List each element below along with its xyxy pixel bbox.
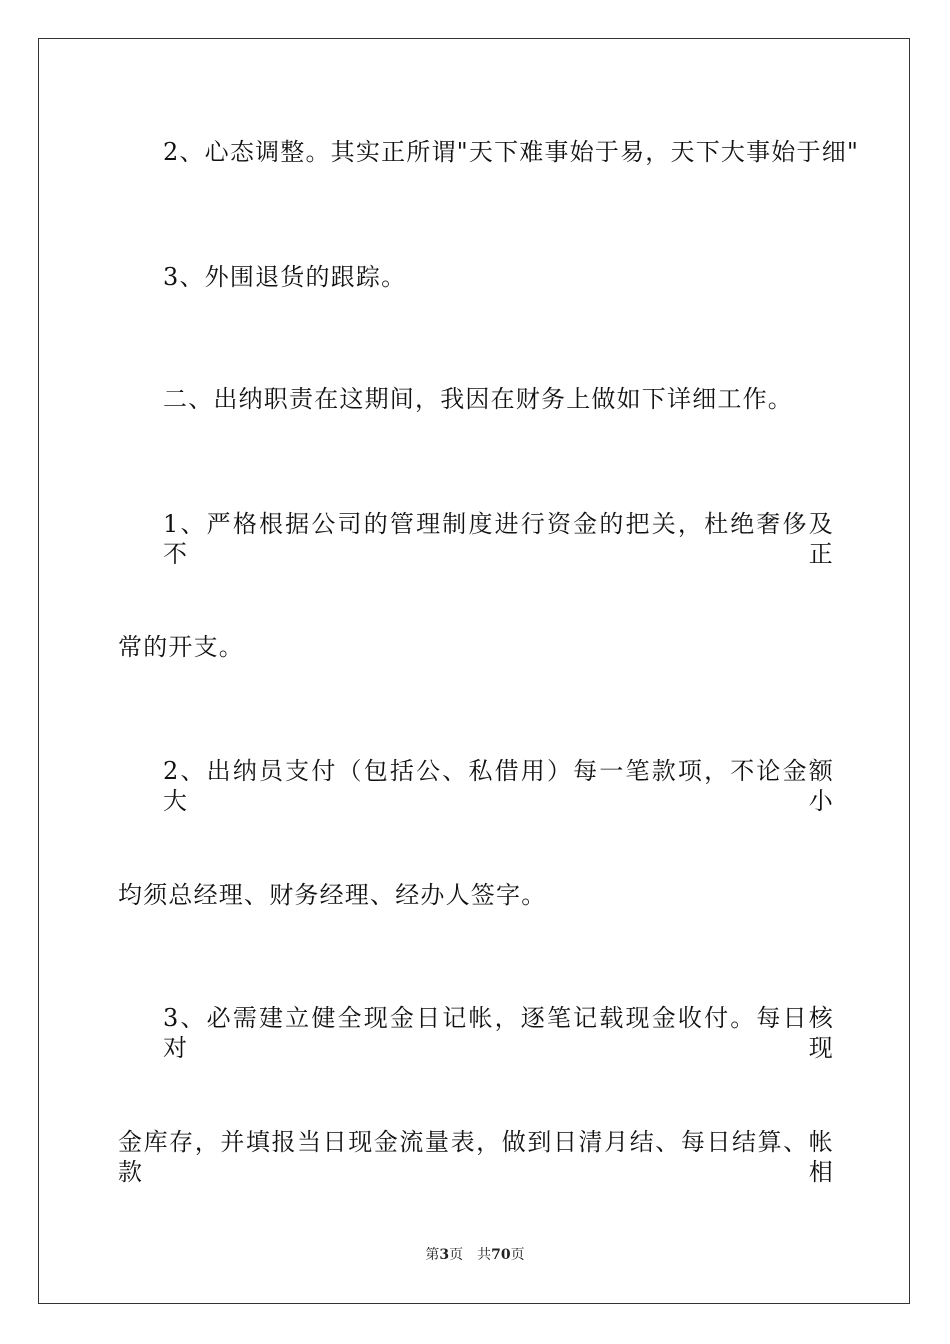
paragraph-line: 金库存，并填报当日现金流量表，做到日清月结、每日结算、帐款相 [118,1128,834,1186]
page-footer [0,1246,950,1264]
paragraph-line: 常的开支。 [118,633,244,661]
paragraph-line: 1、严格根据公司的管理制度进行资金的把关，杜绝奢侈及不正 [163,510,834,568]
paragraph-line: 2、出纳员支付（包括公、私借用）每一笔款项，不论金额大小 [163,757,834,815]
footer-total-number: 70 [491,1247,511,1263]
footer-page-number: 3 [439,1247,450,1263]
page-border [38,38,910,1304]
paragraph-line: 2、心态调整。其实正所谓"天下难事始于易，天下大事始于细" [163,138,860,166]
paragraph-line: 3、外围退货的跟踪。 [163,263,407,291]
paragraph-line: 3、必需建立健全现金日记帐，逐笔记载现金收付。每日核对现 [163,1004,834,1062]
footer-total-suffix: 页 [510,1247,525,1263]
footer-total-prefix: 共 [477,1247,492,1263]
footer-page-prefix: 第 [425,1247,440,1263]
paragraph-line: 二、出纳职责在这期间，我因在财务上做如下详细工作。 [163,385,793,413]
footer-page-suffix: 页 [449,1247,464,1263]
paragraph-line: 均须总经理、财务经理、经办人签字。 [118,881,547,909]
